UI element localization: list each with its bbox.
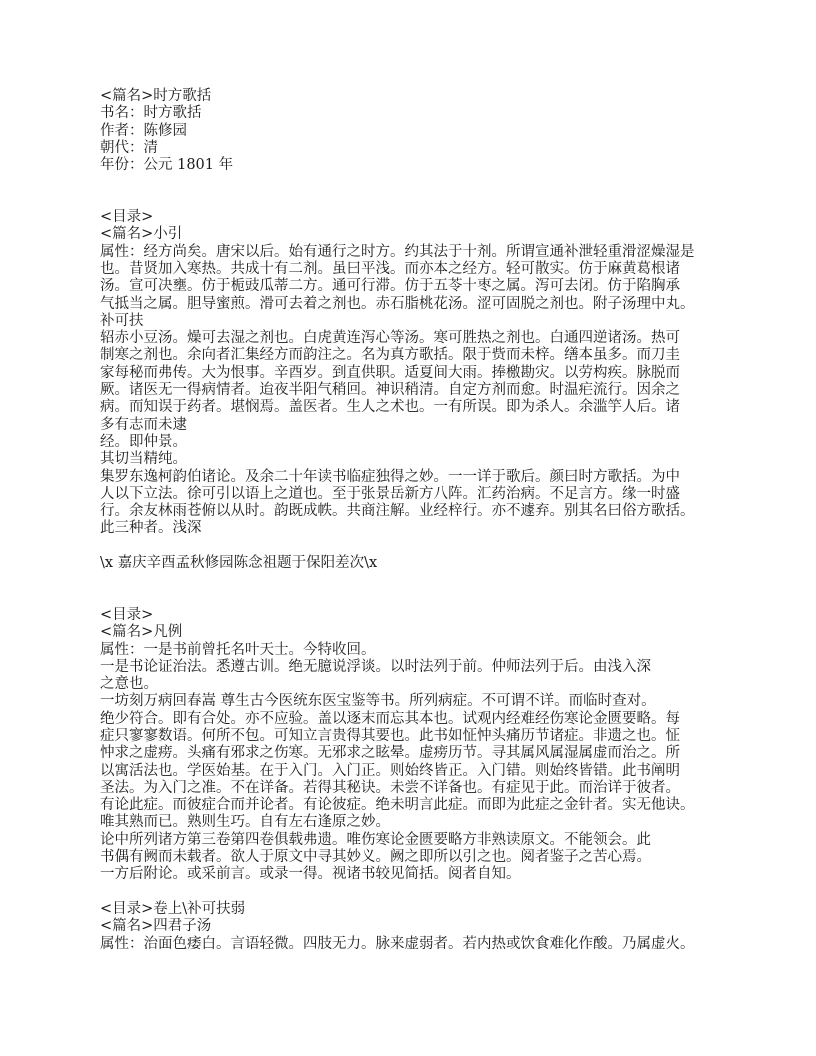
text-line: 属性：经方尚矣。唐宋以后。始有通行之时方。约其法于十剂。所谓宣通补泄轻重滑涩燥湿是 [100, 243, 695, 260]
text-line: <目录>卷上\补可扶弱 [100, 900, 246, 917]
text-line: 汤。宣可决壅。仿于栀豉瓜蒂二方。通可行滞。仿于五苓十枣之属。泻可去闭。仿于陷胸承 [100, 278, 680, 295]
text-line: <篇名>四君子汤 [100, 918, 212, 935]
text-line: 一坊刻万病回春嵩 尊生古今医统东医宝鉴等书。所列病症。不可谓不详。而临时查对。 [100, 693, 656, 710]
text-line: <目录> [100, 606, 154, 623]
text-line: 此三种者。浅深 [100, 520, 202, 537]
text-line [100, 174, 740, 191]
text-line [100, 538, 740, 555]
text-line: 属性：一是书前曾托名叶天士。今特收回。 [100, 641, 376, 658]
text-line: 集罗东逸柯韵伯诸论。及余二十年读书临症独得之妙。一一详于歌后。颜曰时方歌括。为中 [100, 468, 680, 485]
text-line: 病。而知误于药者。堪悯焉。盖医者。生人之术也。一有所误。即为杀人。余滥竽人后。诸 [100, 399, 680, 416]
text-line: 气抵当之属。胆导蜜煎。滑可去着之剂也。赤石脂桃花汤。涩可固脱之剂也。附子汤理中丸。 [100, 295, 695, 312]
text-line [100, 590, 740, 607]
text-line: 书偶有阙而未载者。欲人于原文中寻其妙义。阙之即所以引之也。阅者鉴子之苦心焉。 [100, 849, 651, 866]
text-line: <篇名>小引 [100, 226, 183, 243]
text-line: 一是书论证治法。悉遵古训。绝无臆说浮谈。以时法列于前。仲师法列于后。由浅入深 [100, 658, 651, 675]
text-line: 也。昔贤加入寒热。共成十有二剂。虽曰平浅。而亦本之经方。轻可散实。仿于麻黄葛根诸 [100, 260, 680, 277]
text-line [100, 192, 740, 209]
text-line: <篇名>时方歌括 [100, 88, 212, 104]
text-line: 绝少符合。即有合处。亦不应验。盖以逐末而忘其本也。试观内经难经伤寒论金匮要略。每 [100, 710, 680, 727]
text-line: 书名：时方歌括 [100, 105, 202, 122]
text-line: 以寓活法也。学医始基。在于入门。入门正。则始终皆正。入门错。则始终皆错。此书阐明 [100, 762, 680, 779]
text-line: 论中所列诸方第三卷第四卷俱载弗遗。唯伤寒论金匮要略方非熟读原文。不能领会。此 [100, 831, 651, 848]
text-line: 补可扶 [100, 312, 144, 329]
text-line: 症只寥寥数语。何所不包。可知立言贵得其要也。此书如怔忡头痛历节诸症。非遗之也。怔 [100, 727, 680, 744]
text-line: 一方后附论。或采前言。或录一得。视诸书较见简括。阅者自知。 [100, 866, 521, 883]
document-body [100, 88, 740, 953]
text-line [100, 572, 740, 589]
text-line: 有论此症。而彼症合而并论者。有论彼症。绝未明言此症。而即为此症之金针者。实无他诀。 [100, 797, 695, 814]
text-line: 忡求之虚痨。头痛有邪求之伤寒。无邪求之眩晕。虚痨历节。寻其属风属湿属虚而治之。所 [100, 745, 680, 762]
text-line [100, 884, 740, 901]
text-line: 年份：公元 1801 年 [100, 157, 234, 174]
text-line: 人以下立法。徐可引以语上之道也。至于张景岳新方八阵。汇药治病。不足言方。缘一时盛 [100, 485, 680, 502]
text-line: 朝代：清 [100, 139, 158, 156]
text-line: 作者：陈修园 [100, 122, 187, 139]
text-line: 厥。诸医无一得病情者。迨夜半阳气稍回。神识稍清。自定方剂而愈。时温疟流行。因余之 [100, 382, 680, 399]
text-line: 唯其熟而已。熟则生巧。自有左右逢原之妙。 [100, 814, 390, 831]
text-line: 行。余友林雨苍俯以从时。韵既成帙。共商注解。业经梓行。亦不遽弃。别其名曰俗方歌括。 [100, 503, 695, 520]
text-line: 家每秘而弗传。大为恨事。辛酉岁。到直供职。适夏间大雨。捧檄勘灾。以劳构疾。脉脱而 [100, 364, 680, 381]
text-line: 经。即仲景。 [100, 433, 187, 450]
text-line: \x 嘉庆辛酉孟秋修园陈念祖题于保阳差次\x [100, 555, 378, 572]
text-line: 圣法。为入门之准。不在详备。若得其秘诀。未尝不详备也。有症见于此。而治详于彼者。 [100, 779, 680, 796]
text-line: <篇名>凡例 [100, 624, 183, 641]
text-line: <目录> [100, 209, 154, 226]
text-line: 多有志而未逮 [100, 416, 187, 433]
text-line: 制寒之剂也。余向者汇集经方而韵注之。名为真方歌括。限于赀而未梓。缮本虽多。而刀圭 [100, 347, 680, 364]
text-line: 属性：治面色痿白。言语轻微。四肢无力。脉来虚弱者。若内热或饮食难化作酸。乃属虚火。 [100, 935, 695, 952]
text-line: 其切当精纯。 [100, 451, 187, 468]
text-line: 之意也。 [100, 676, 158, 693]
text-line: 轺赤小豆汤。燥可去湿之剂也。白虎黄连泻心等汤。寒可胜热之剂也。白通四逆诸汤。热可 [100, 330, 680, 347]
